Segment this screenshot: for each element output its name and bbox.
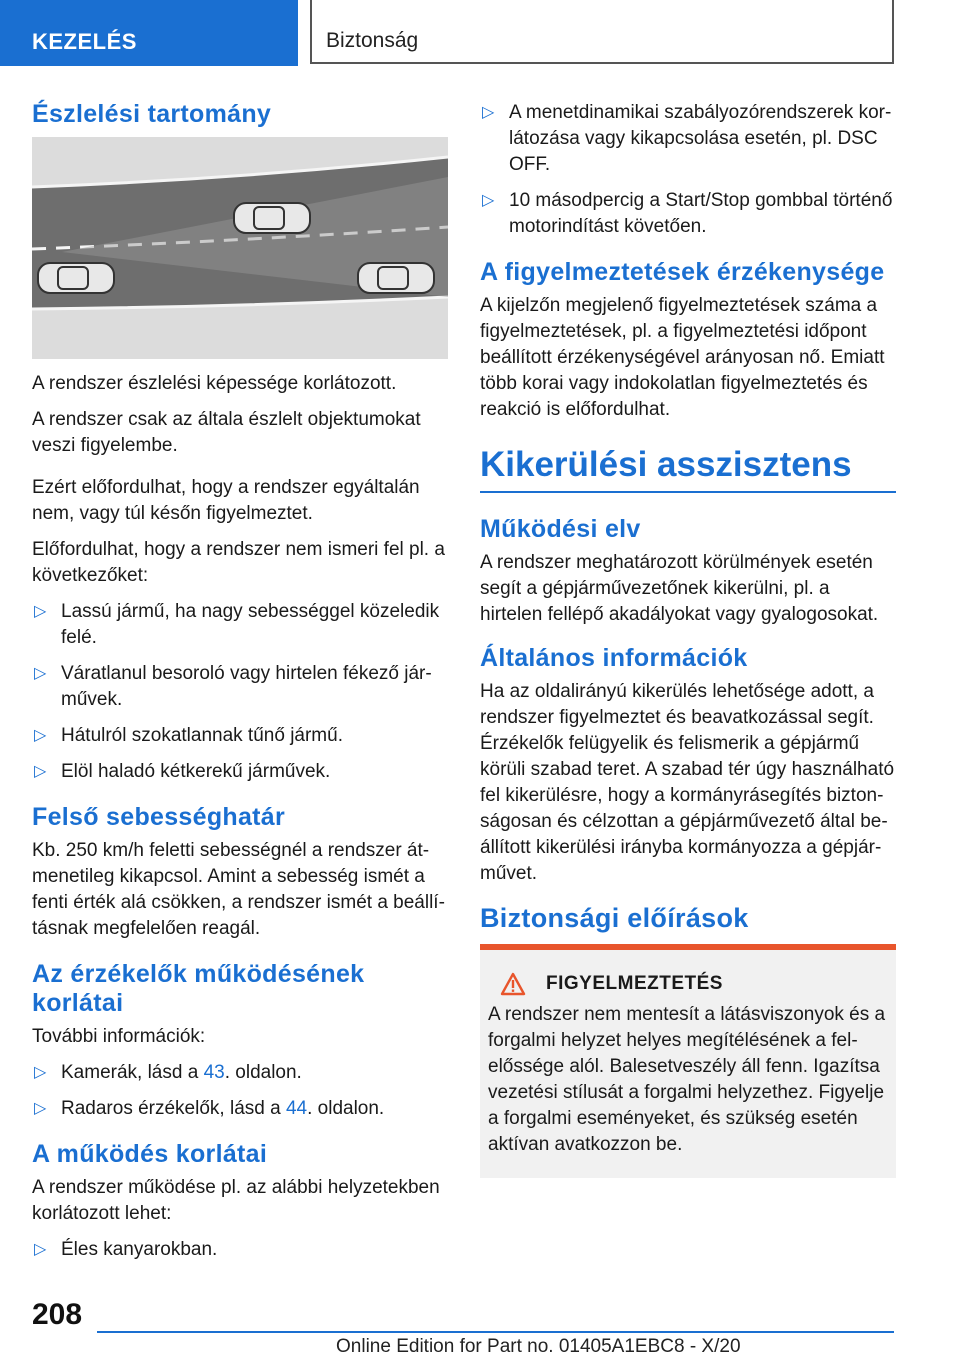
list-item: ▷ Radaros érzékelők, lásd a 44. oldalon. bbox=[32, 1096, 448, 1122]
list-item: ▷ Kamerák, lásd a 43. oldalon. bbox=[32, 1060, 448, 1086]
header-chapter-box bbox=[310, 0, 894, 64]
heading-warning-sensitivity: A figyelmeztetések érzékenysége bbox=[480, 258, 885, 286]
triangle-bullet-icon: ▷ bbox=[34, 1100, 47, 1117]
warning-triangle-icon bbox=[500, 972, 526, 996]
triangle-bullet-icon: ▷ bbox=[34, 603, 47, 620]
road-illustration bbox=[32, 137, 448, 359]
paragraph: Ezért előfordulhat, hogy a rendszer egyáltalán nem, vagy túl későn figyelmeztet. bbox=[32, 477, 420, 524]
right-column bbox=[480, 100, 896, 1178]
paragraph: További információk: bbox=[32, 1026, 206, 1047]
list-item: ▷ Éles kanyarokban. bbox=[32, 1237, 448, 1263]
list-item: ▷ 10 másodpercig a Start/Stop gombbal történő motorindítást követően. bbox=[482, 190, 893, 237]
section-heading-evasion bbox=[480, 445, 896, 493]
paragraph: Előfordulhat, hogy a rendszer nem ismeri fel pl. a következőket: bbox=[32, 539, 445, 586]
heading-evasion-assistant: Kikerülési asszisztens bbox=[480, 445, 852, 484]
page-link-44[interactable]: 44 bbox=[285, 1098, 308, 1119]
car-front-icon bbox=[234, 203, 310, 233]
triangle-bullet-icon: ▷ bbox=[34, 1241, 47, 1258]
unrecognized-list bbox=[32, 599, 448, 785]
car-ahead-icon bbox=[358, 263, 434, 293]
limits-list-continued bbox=[480, 100, 896, 240]
paragraph: A rendszer működése pl. az alábbi helyzetekben korlátozott lehet: bbox=[32, 1177, 440, 1224]
list-item: ▷ Hátulról szokatlannak tűnő jármű. bbox=[32, 723, 448, 749]
triangle-bullet-icon: ▷ bbox=[482, 104, 495, 121]
heading-sensor-limits: Az érzékelők működésének korlátai bbox=[32, 960, 365, 1017]
paragraph: A rendszer csak az általa észlelt objektumokat veszi figyelembe. bbox=[32, 409, 421, 456]
header-section-tab bbox=[0, 0, 298, 66]
triangle-bullet-icon: ▷ bbox=[34, 763, 47, 780]
warning-header bbox=[488, 972, 888, 996]
list-item: ▷ Lassú jármű, ha nagy sebességgel közeledik felé. bbox=[34, 601, 440, 648]
heading-operating-principle: Működési elv bbox=[480, 515, 641, 543]
paragraph: A rendszer meghatározott körülmények esetén segít a gépjárművezetőnek kikerülni, pl. a hirtelen fellépő akadályokat vagy gyalogosokat. bbox=[480, 552, 879, 625]
heading-upper-speed-limit: Felső sebességhatár bbox=[32, 803, 286, 831]
sensor-references bbox=[32, 1060, 448, 1122]
heading-safety-rules: Biztonsági előírások bbox=[480, 903, 749, 933]
page-link-43[interactable]: 43 bbox=[203, 1062, 225, 1083]
footer-edition: Online Edition for Part no. 01405A1EBC8 - X/20 bbox=[336, 1336, 741, 1357]
list-item: ▷ A menetdinamikai szabályozórendszerek korlátozása vagy kikapcsolása esetén, pl. DSC OFF. bbox=[482, 102, 892, 175]
triangle-bullet-icon: ▷ bbox=[34, 727, 47, 744]
paragraph: A rendszer észlelési képessége korlátozott. bbox=[32, 373, 397, 394]
warning-title: FIGYELMEZTETÉS bbox=[546, 973, 723, 994]
car-rear-icon bbox=[38, 263, 114, 293]
detection-range-figure bbox=[32, 137, 448, 359]
footer-divider bbox=[97, 1331, 894, 1333]
heading-detection-range: Észlelési tartomány bbox=[32, 100, 272, 128]
heading-general-info: Általános információk bbox=[480, 644, 748, 672]
header-section-label: KEZELÉS bbox=[32, 29, 137, 54]
header-chapter-label: Biztonság bbox=[326, 29, 419, 52]
triangle-bullet-icon: ▷ bbox=[482, 192, 495, 209]
heading-operation-limits: A működés korlátai bbox=[32, 1140, 268, 1168]
list-item: ▷ Váratlanul besoroló vagy hirtelen fékező járművek. bbox=[34, 663, 432, 710]
triangle-bullet-icon: ▷ bbox=[34, 1064, 47, 1081]
page-number: 208 bbox=[32, 1298, 83, 1331]
warning-text: A rendszer nem mentesít a látásviszonyok és a forgalmi helyzet helyes megítélésének a felelőssége alól. Balesetveszély áll fenn. Igazítsa vezetési stílusát a forgalmi helyzethez. Figyelje a forgalmi eseményeket, és szükség esetén aktívan avatkozzon be. bbox=[488, 1004, 886, 1155]
triangle-bullet-icon: ▷ bbox=[34, 665, 47, 682]
paragraph: Kb. 250 km/h feletti sebességnél a rendszer átmenetileg kikapcsol. Amint a sebesség ismét a fenti érték alá csökken, a rendszer ismét a beállításnak megfelelően reagál. bbox=[32, 840, 445, 939]
paragraph: A kijelzőn megjelenő figyelmeztetések száma a figyelmeztetések, pl. a figyelmeztetési időpont beállított érzékenységével arányosan nő. Emiatt több korai vagy indokolatlan figyelmeztetés és reakció is előfordulhat. bbox=[480, 295, 885, 420]
limits-list bbox=[32, 1237, 448, 1263]
paragraph: Ha az oldalirányú kikerülés lehetősége adott, a rendszer figyelmeztet és beavatkozással segít. Érzékelők felügyelik és felismerik a gépjármű körüli szabad teret. A szabad tér úgy használható fel kikerülésre, hogy a kormányrásegítés biztonságosan és célzottan a gépjárművezető által beállított kikerülési irányba kormányozza a gépjárművet. bbox=[480, 681, 895, 884]
left-column bbox=[32, 100, 448, 1273]
warning-box bbox=[480, 944, 896, 1178]
list-item: ▷ Elöl haladó kétkerekű járművek. bbox=[32, 759, 448, 785]
